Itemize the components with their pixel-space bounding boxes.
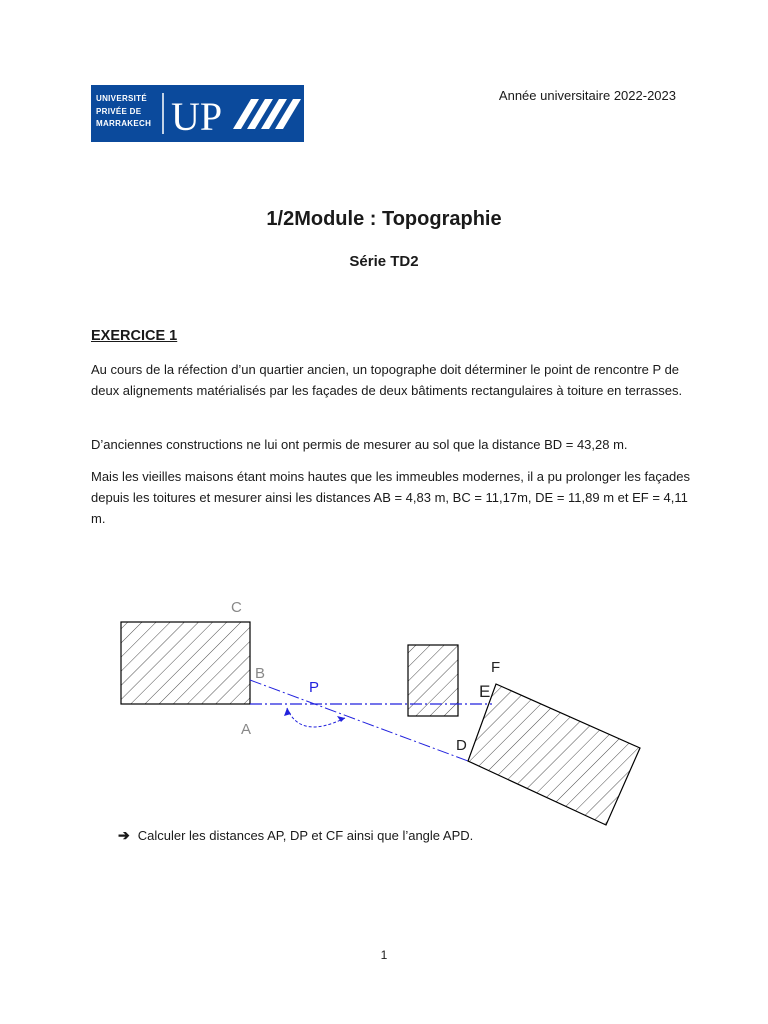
- arrow-right-icon: ➔: [118, 827, 130, 843]
- university-logo: [91, 85, 304, 142]
- label-c: C: [231, 599, 242, 616]
- logo-line-1: UNIVERSITÉ: [96, 94, 148, 103]
- logo-mark-text: UP: [171, 94, 223, 139]
- label-p: P: [309, 679, 320, 696]
- label-f: F: [491, 659, 501, 676]
- left-building: [121, 622, 250, 704]
- logo-line-3: MARRAKECH: [96, 119, 152, 128]
- academic-year: Année universitaire 2022-2023: [498, 88, 676, 103]
- exercise-paragraph: Mais les vieilles maisons étant moins hautes que les immeubles modernes, il a pu prolonger les façades depuis les toitures et mesurer ainsi les distances AB = 4,83 m, BC = 11,17m, DE = 11,89 m et EF = 4,11 m.: [91, 469, 691, 526]
- exercise-paragraph: D’anciennes constructions ne lui ont permis de mesurer au sol que la distance BD = 43,28 m.: [91, 437, 628, 452]
- page-number: 1: [380, 948, 388, 962]
- exercise-paragraph: Au cours de la réfection d’un quartier ancien, un topographe doit déterminer le point de rencontre P de deux alignements matérialisés par les façades de deux bâtiments rectangulaires à toiture en terrasses.: [91, 362, 683, 398]
- middle-building: [408, 645, 458, 716]
- exercise-heading: EXERCICE 1: [91, 328, 178, 344]
- label-e: E: [479, 682, 491, 701]
- label-a: A: [241, 721, 252, 738]
- logo-line-2: PRIVÉE DE: [96, 106, 142, 116]
- label-b: B: [255, 665, 266, 682]
- page-title: 1/2Module : Topographie: [266, 208, 502, 230]
- right-building: [468, 684, 640, 825]
- logo-mark: [91, 85, 304, 142]
- label-d: D: [456, 737, 467, 754]
- task-line: [118, 827, 473, 844]
- angle-apd-arc: [287, 708, 345, 727]
- task-text: Calculer les distances AP, DP et CF ainsi que l’angle APD.: [137, 828, 474, 843]
- topography-diagram: [0, 580, 768, 830]
- page-subtitle: Série TD2: [349, 253, 419, 270]
